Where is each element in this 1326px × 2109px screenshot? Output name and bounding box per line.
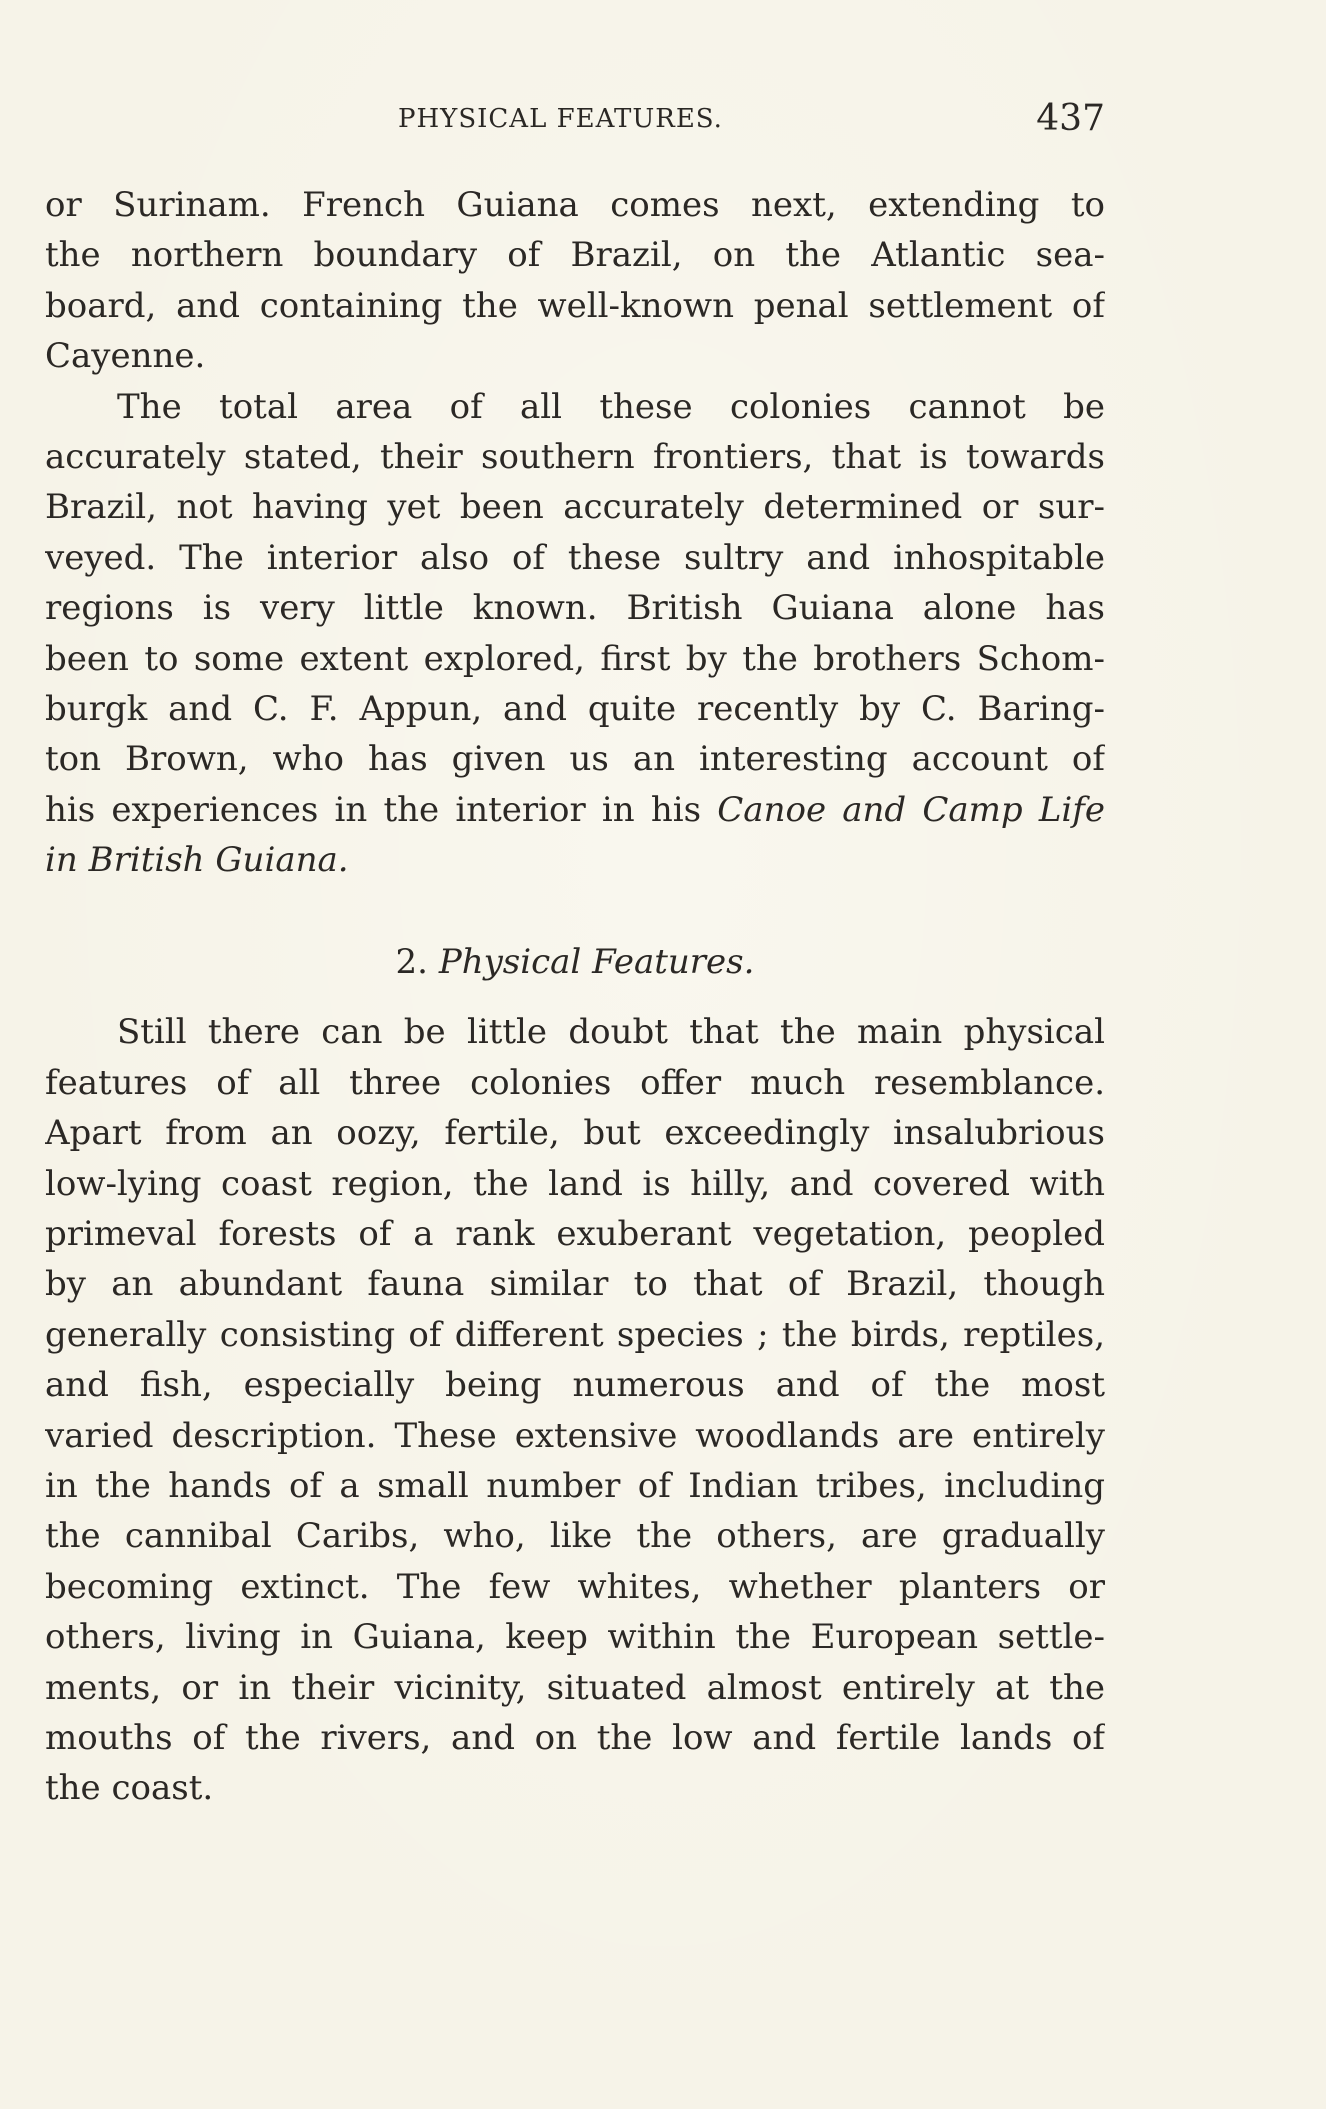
text-line: in the hands of a small number of Indian tribes, including bbox=[45, 1465, 1105, 1506]
text-line: by an abundant fauna similar to that of Brazil, though bbox=[45, 1264, 1105, 1305]
running-title: PHYSICAL FEATURES. bbox=[398, 104, 723, 134]
text-line: mouths of the rivers, and on the low and fertile lands of bbox=[45, 1717, 1105, 1758]
text-line: been to some extent explored, first by the brothers Schom- bbox=[45, 638, 1105, 679]
text-line: accurately stated, their southern frontiers, that is towards bbox=[45, 436, 1105, 477]
paragraph-2 bbox=[45, 382, 1105, 886]
body-text bbox=[45, 180, 1105, 1814]
section-number: 2. bbox=[395, 942, 428, 983]
running-head bbox=[45, 98, 1105, 148]
text-line: primeval forests of a rank exuberant vegetation, peopled bbox=[45, 1214, 1105, 1255]
text-line: regions is very little known. British Guiana alone has bbox=[45, 588, 1105, 629]
text-line: veyed. The interior also of these sultry and inhospitable bbox=[45, 537, 1105, 578]
paragraph-1 bbox=[45, 180, 1105, 382]
text-line: Apart from an oozy, fertile, but exceedingly insalubrious bbox=[45, 1113, 1105, 1154]
text-line: ments, or in their vicinity, situated almost entirely at the bbox=[45, 1667, 1105, 1708]
paragraph-3 bbox=[45, 1007, 1105, 1813]
page-number: 437 bbox=[1036, 98, 1105, 139]
text-line: or Surinam. French Guiana comes next, extending to bbox=[45, 185, 1105, 225]
text-line: the northern boundary of Brazil, on the Atlantic sea- bbox=[45, 235, 1105, 276]
text-line: ton Brown, who has given us an interesting account of bbox=[45, 739, 1105, 780]
section-heading bbox=[45, 937, 1105, 987]
text-line: becoming extinct. The few whites, whether planters or bbox=[45, 1566, 1105, 1607]
text-line: the coast. bbox=[45, 1768, 214, 1809]
text-line: burgk and C. F. Appun, and quite recently by C. Baring- bbox=[45, 688, 1105, 729]
text-line: features of all three colonies offer much resemblance. bbox=[45, 1062, 1105, 1103]
text-line: The total area of all these colonies cannot be bbox=[117, 386, 1105, 427]
text-line: Cayenne. bbox=[45, 336, 206, 377]
text-line: low-lying coast region, the land is hilly, and covered with bbox=[45, 1163, 1105, 1204]
text-line: Brazil, not having yet been accurately determined or sur- bbox=[45, 487, 1105, 528]
text-line: generally consisting of different species ; the birds, reptiles, bbox=[45, 1314, 1105, 1355]
text-line: Still there can be little doubt that the main physical bbox=[117, 1012, 1105, 1053]
text-segment: his experiences in the interior in his bbox=[45, 789, 702, 830]
section-title: Physical Features. bbox=[438, 942, 755, 983]
text-line: varied description. These extensive woodlands are entirely bbox=[45, 1415, 1105, 1456]
text-line bbox=[45, 785, 1105, 835]
text-line: the cannibal Caribs, who, like the others, are gradually bbox=[45, 1516, 1105, 1557]
book-title-italic: Canoe and Camp Life bbox=[717, 789, 1105, 830]
text-line: others, living in Guiana, keep within the European settle- bbox=[45, 1617, 1105, 1658]
text-line: and fish, especially being numerous and of the most bbox=[45, 1365, 1105, 1406]
text-line: board, and containing the well-known penal settlement of bbox=[45, 285, 1105, 326]
book-title-italic: in British Guiana. bbox=[45, 840, 349, 881]
